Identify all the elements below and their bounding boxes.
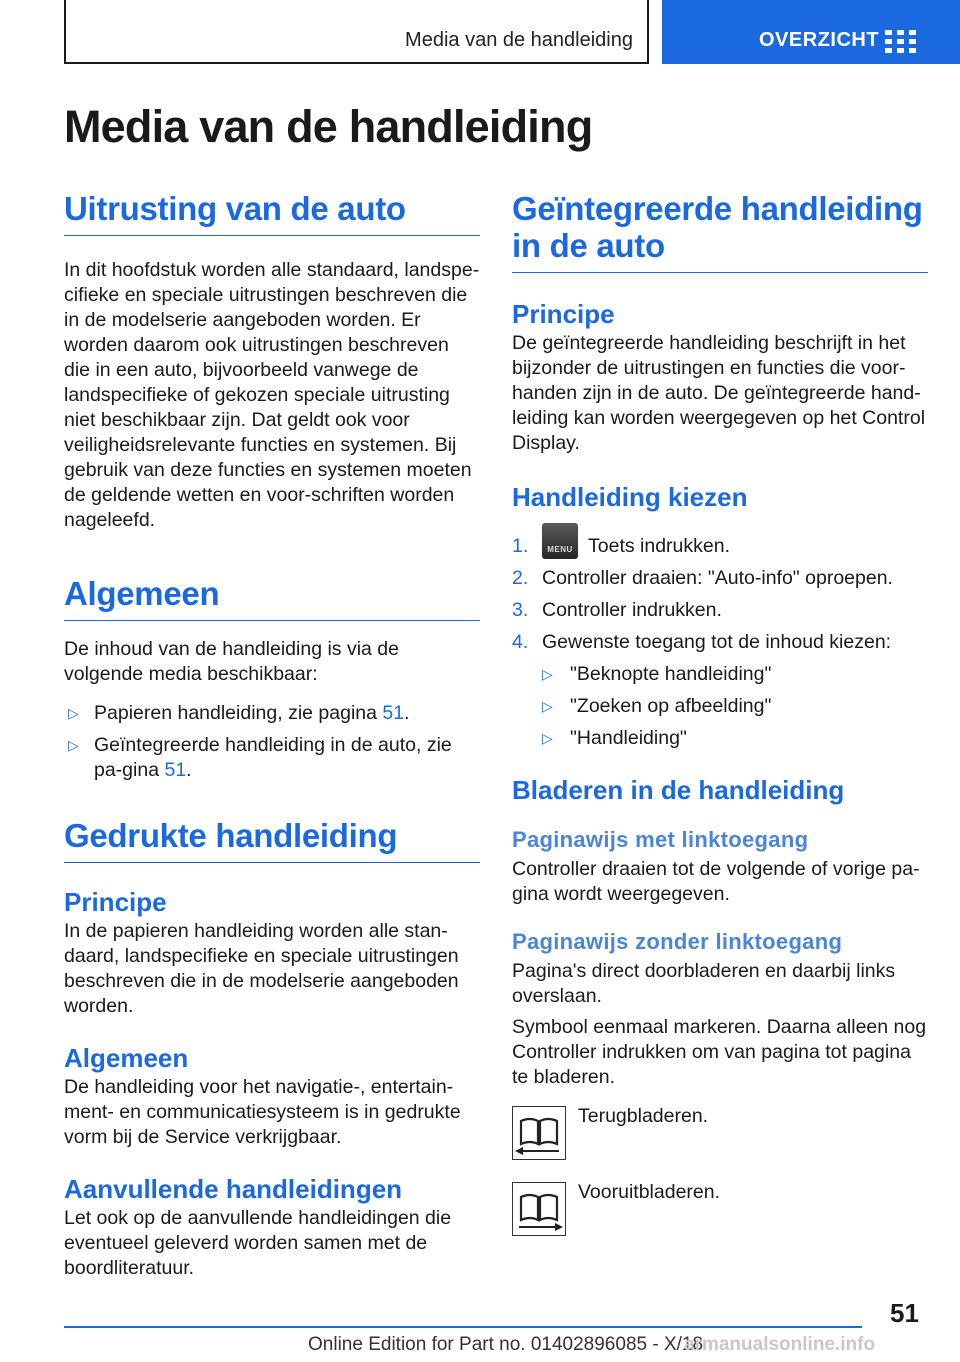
aanvullende-body: Let ook op de aanvullende handleidingen die eventueel geleverd worden samen met de boordliteratuur. [64, 1207, 452, 1279]
algemeen-body: De inhoud van de handleiding is via de volgende media beschikbaar: [64, 638, 399, 685]
overview-label: OVERZICHT [759, 29, 880, 51]
right-column [512, 190, 928, 1240]
list-item-end: . [186, 759, 192, 781]
substep-item [512, 694, 928, 719]
list-item-end: . [404, 702, 410, 724]
uitrusting-body: In dit hoofdstuk worden alle standaard, landspe-cifieke en speciale uitrustingen beschreven die in de modelserie aangeboden worden. Er worden daarom ook uitrustingen beschreven die in een auto, bijvoorbeeld vanwege de landspecifieke of gekozen speciale uitrusting niet beschikbaar zijn. Dat geldt ook voor veiligheidsrelevante functies en systemen. Bij gebruik van deze functies en systemen moeten de geldende wetten en voor-schriften worden nageleefd. [64, 259, 480, 531]
triangle-bullet-icon: ▷ [542, 698, 553, 714]
footer-divider [64, 1326, 862, 1328]
step-text: Gewenste toegang tot de inhoud kiezen: [542, 631, 892, 653]
step-number: 1. [512, 535, 529, 557]
list-item-text: Geïntegreerde handleiding in de auto, zie pa-gina [94, 734, 452, 781]
step-text: Controller draaien: "Auto-info" oproepen. [542, 567, 893, 589]
overview-button[interactable] [662, 0, 960, 64]
heading-kiezen: Handleiding kiezen [512, 482, 748, 512]
page-link[interactable]: 51 [382, 702, 405, 724]
step-text: Controller indrukken. [542, 599, 722, 621]
heading-geintegreerde: Geïntegreerde handleiding in de auto [512, 190, 928, 273]
substep-text: "Handleiding" [570, 727, 687, 749]
grid-menu-icon [885, 30, 916, 53]
step-number: 3. [512, 599, 529, 621]
step-item [512, 566, 928, 591]
page-forward-icon [512, 1182, 566, 1236]
forward-label: Vooruitbladeren. [578, 1181, 721, 1203]
footer-edition: Online Edition for Part no. 01402896085 - X/18 [308, 1334, 704, 1355]
algemeen-sub-body: De handleiding voor het navigatie-, entertain-ment- en communicatiesysteem is in gedrukte vorm bij de Service verkrijgbaar. [64, 1076, 461, 1148]
principe-right-body: De geïntegreerde handleiding beschrijft in het bijzonder de uitrustingen en functies die voor-handen zijn in de auto. De geïntegreerde hand-leiding kan worden weergegeven op het Control Display. [512, 332, 926, 454]
heading-algemeen: Algemeen [64, 575, 480, 621]
heading-aanvullende: Aanvullende handleidingen [64, 1174, 403, 1204]
substep-item [512, 662, 928, 687]
steps-list [512, 534, 928, 751]
triangle-bullet-icon: ▷ [542, 666, 553, 682]
heading-met-linktoegang: Paginawijs met linktoegang [512, 827, 809, 852]
step-item [512, 630, 928, 655]
zonder-body-1: Pagina's direct doorbladeren en daarbij links overslaan. [512, 960, 896, 1007]
watermark: armanualsonline.info [684, 1334, 876, 1355]
heading-zonder-linktoegang: Paginawijs zonder linktoegang [512, 929, 843, 954]
heading-uitrusting: Uitrusting van de auto [64, 190, 480, 236]
heading-gedrukte: Gedrukte handleiding [64, 817, 480, 863]
page-title: Media van de handleiding [64, 101, 593, 152]
met-body: Controller draaien tot de volgende of vorige pa-gina wordt weergegeven. [512, 858, 920, 905]
back-row [512, 1106, 928, 1164]
substep-item [512, 726, 928, 751]
triangle-bullet-icon: ▷ [68, 705, 79, 721]
triangle-bullet-icon: ▷ [68, 737, 79, 753]
header-section-title: Media van de handleiding [405, 29, 633, 51]
back-label: Terugbladeren. [578, 1105, 709, 1127]
left-column [64, 190, 480, 1281]
triangle-bullet-icon: ▷ [542, 730, 553, 746]
zonder-body-2: Symbool eenmaal markeren. Daarna alleen nog Controller indrukken om van pagina tot pagina te bladeren. [512, 1016, 927, 1088]
page-back-icon [512, 1106, 566, 1160]
heading-bladeren: Bladeren in de handleiding [512, 775, 845, 805]
forward-row [512, 1182, 928, 1240]
page-link[interactable]: 51 [164, 759, 187, 781]
principe-body: In de papieren handleiding worden alle stan-daard, landspecifieke en speciale uitrustingen beschreven die in de modelserie aangeboden worden. [64, 920, 459, 1017]
heading-principe: Principe [64, 887, 167, 917]
media-list [64, 701, 480, 783]
substep-text: "Zoeken op afbeelding" [570, 695, 772, 717]
list-item [64, 733, 480, 783]
step-number: 4. [512, 631, 529, 653]
step-item [512, 534, 928, 559]
heading-algemeen-sub: Algemeen [64, 1043, 189, 1073]
step-number: 2. [512, 567, 529, 589]
substep-text: "Beknopte handleiding" [570, 663, 772, 685]
heading-principe-right: Principe [512, 299, 615, 329]
step-text: Toets indrukken. [588, 535, 730, 557]
menu-button-label: MENU [547, 544, 573, 554]
menu-button-icon [542, 523, 578, 559]
step-item [512, 598, 928, 623]
page-number: 51 [890, 1298, 919, 1328]
list-item-text: Papieren handleiding, zie pagina [94, 702, 383, 724]
header-section-tab [64, 0, 649, 64]
list-item [64, 701, 480, 726]
